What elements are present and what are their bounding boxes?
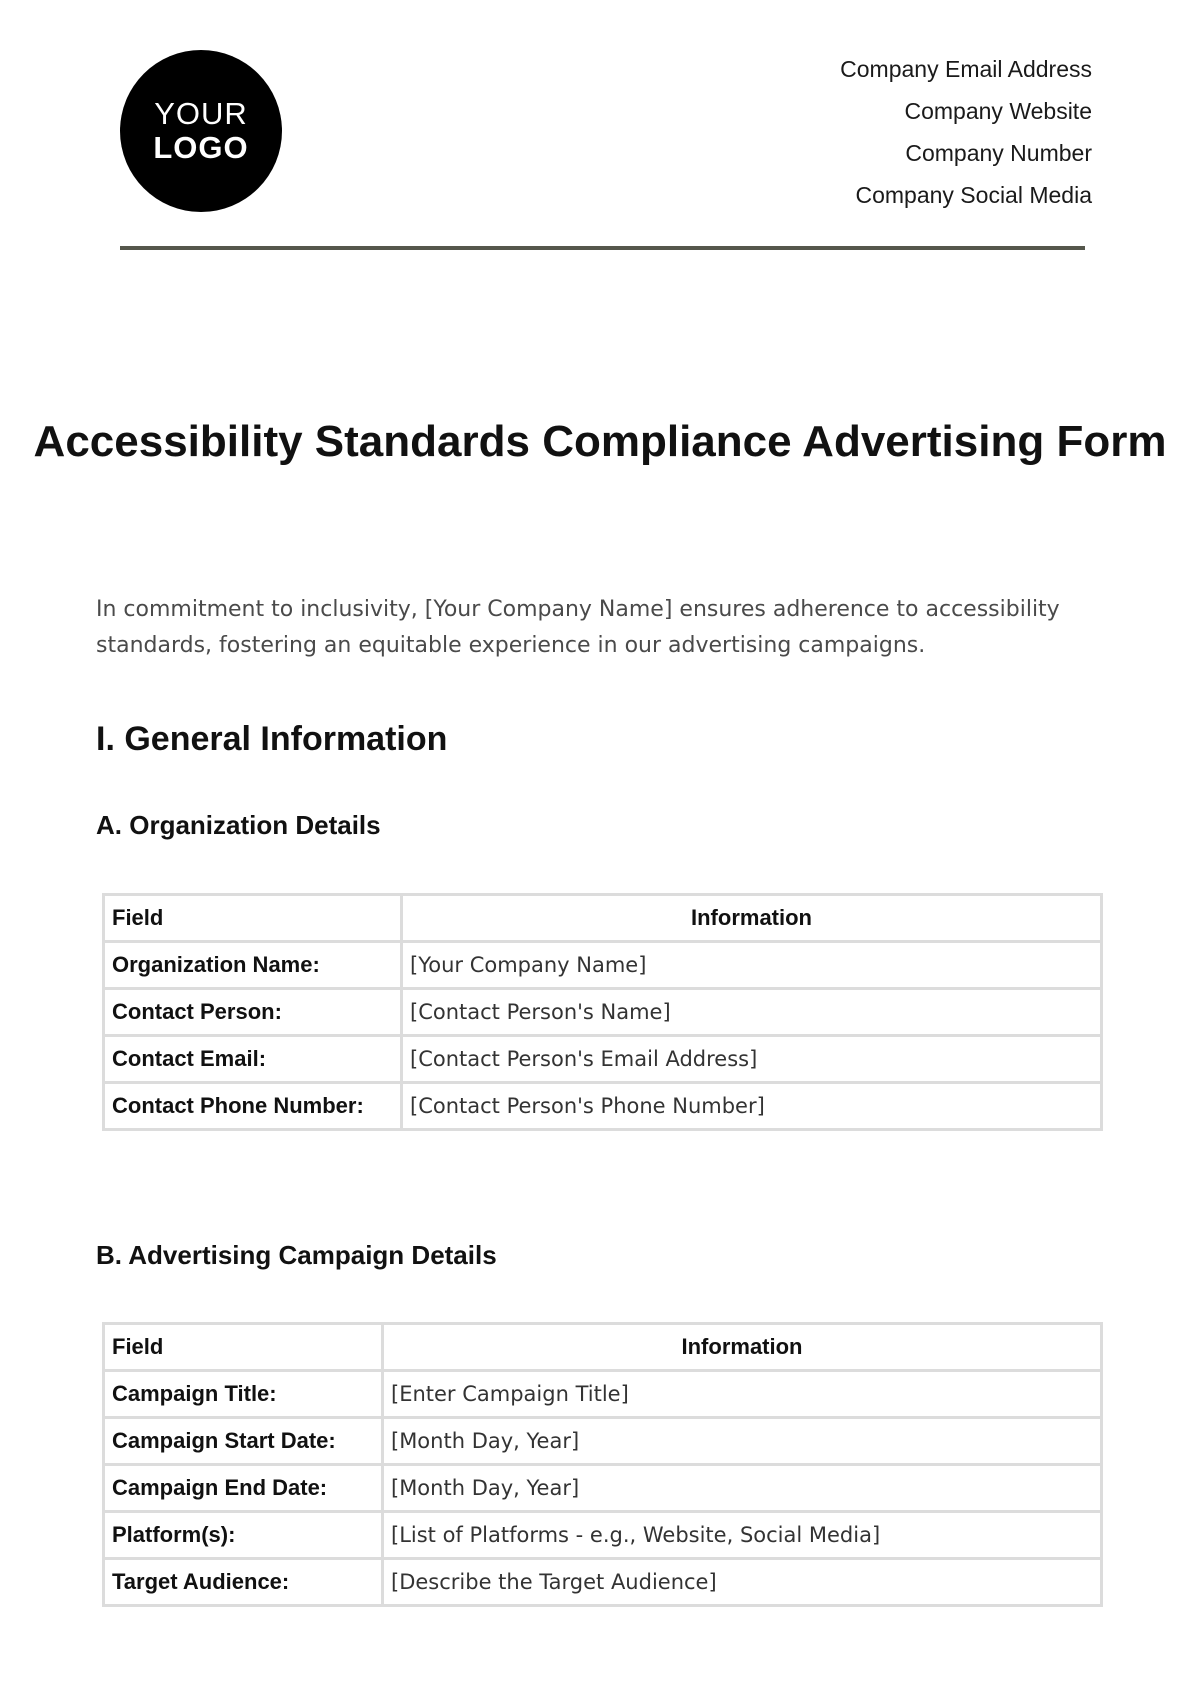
column-header-field: Field bbox=[104, 895, 402, 942]
row-value: [Your Company Name] bbox=[402, 942, 1102, 989]
table-header-row bbox=[104, 1324, 1102, 1371]
organization-details-table bbox=[102, 893, 1103, 1131]
company-logo bbox=[120, 50, 282, 212]
column-header-field: Field bbox=[104, 1324, 383, 1371]
row-label: Campaign Start Date: bbox=[104, 1418, 383, 1465]
table-row bbox=[104, 942, 1102, 989]
advertising-campaign-details-table bbox=[102, 1322, 1103, 1607]
row-label: Target Audience: bbox=[104, 1559, 383, 1606]
row-label: Platform(s): bbox=[104, 1512, 383, 1559]
column-header-information: Information bbox=[383, 1324, 1102, 1371]
company-number: Company Number bbox=[905, 140, 1092, 166]
table-row bbox=[104, 1083, 1102, 1130]
table-row bbox=[104, 1559, 1102, 1606]
row-value: [Month Day, Year] bbox=[383, 1465, 1102, 1512]
table-row bbox=[104, 1036, 1102, 1083]
table-row bbox=[104, 1512, 1102, 1559]
advertising-campaign-details-heading: B. Advertising Campaign Details bbox=[96, 1240, 497, 1270]
intro-paragraph: In commitment to inclusivity, [Your Company Name] ensures adherence to accessibility standards, fostering an equitable experience in our advertising campaigns. bbox=[96, 597, 1060, 658]
company-email: Company Email Address bbox=[840, 56, 1092, 82]
row-value: [List of Platforms - e.g., Website, Social Media] bbox=[383, 1512, 1102, 1559]
table-row bbox=[104, 1371, 1102, 1418]
logo-line-2: LOGO bbox=[153, 130, 249, 165]
row-value: [Contact Person's Email Address] bbox=[402, 1036, 1102, 1083]
row-value: [Describe the Target Audience] bbox=[383, 1559, 1102, 1606]
row-label: Campaign End Date: bbox=[104, 1465, 383, 1512]
table-row bbox=[104, 989, 1102, 1036]
row-label: Contact Phone Number: bbox=[104, 1083, 402, 1130]
row-label: Contact Email: bbox=[104, 1036, 402, 1083]
row-label: Contact Person: bbox=[104, 989, 402, 1036]
row-value: [Contact Person's Name] bbox=[402, 989, 1102, 1036]
row-value: [Enter Campaign Title] bbox=[383, 1371, 1102, 1418]
table-row bbox=[104, 1418, 1102, 1465]
logo-line-1: YOUR bbox=[154, 96, 248, 131]
company-website: Company Website bbox=[904, 98, 1092, 124]
section-general-information-heading: I. General Information bbox=[96, 720, 448, 758]
row-value: [Contact Person's Phone Number] bbox=[402, 1083, 1102, 1130]
row-label: Organization Name: bbox=[104, 942, 402, 989]
document-title: Accessibility Standards Compliance Advertising Form bbox=[33, 417, 1167, 466]
header-divider bbox=[120, 246, 1085, 250]
table-header-row bbox=[104, 895, 1102, 942]
company-contact-block bbox=[840, 51, 1092, 219]
organization-details-heading: A. Organization Details bbox=[96, 810, 381, 840]
row-value: [Month Day, Year] bbox=[383, 1418, 1102, 1465]
company-social-media: Company Social Media bbox=[855, 182, 1092, 208]
row-label: Campaign Title: bbox=[104, 1371, 383, 1418]
column-header-information: Information bbox=[402, 895, 1102, 942]
table-row bbox=[104, 1465, 1102, 1512]
